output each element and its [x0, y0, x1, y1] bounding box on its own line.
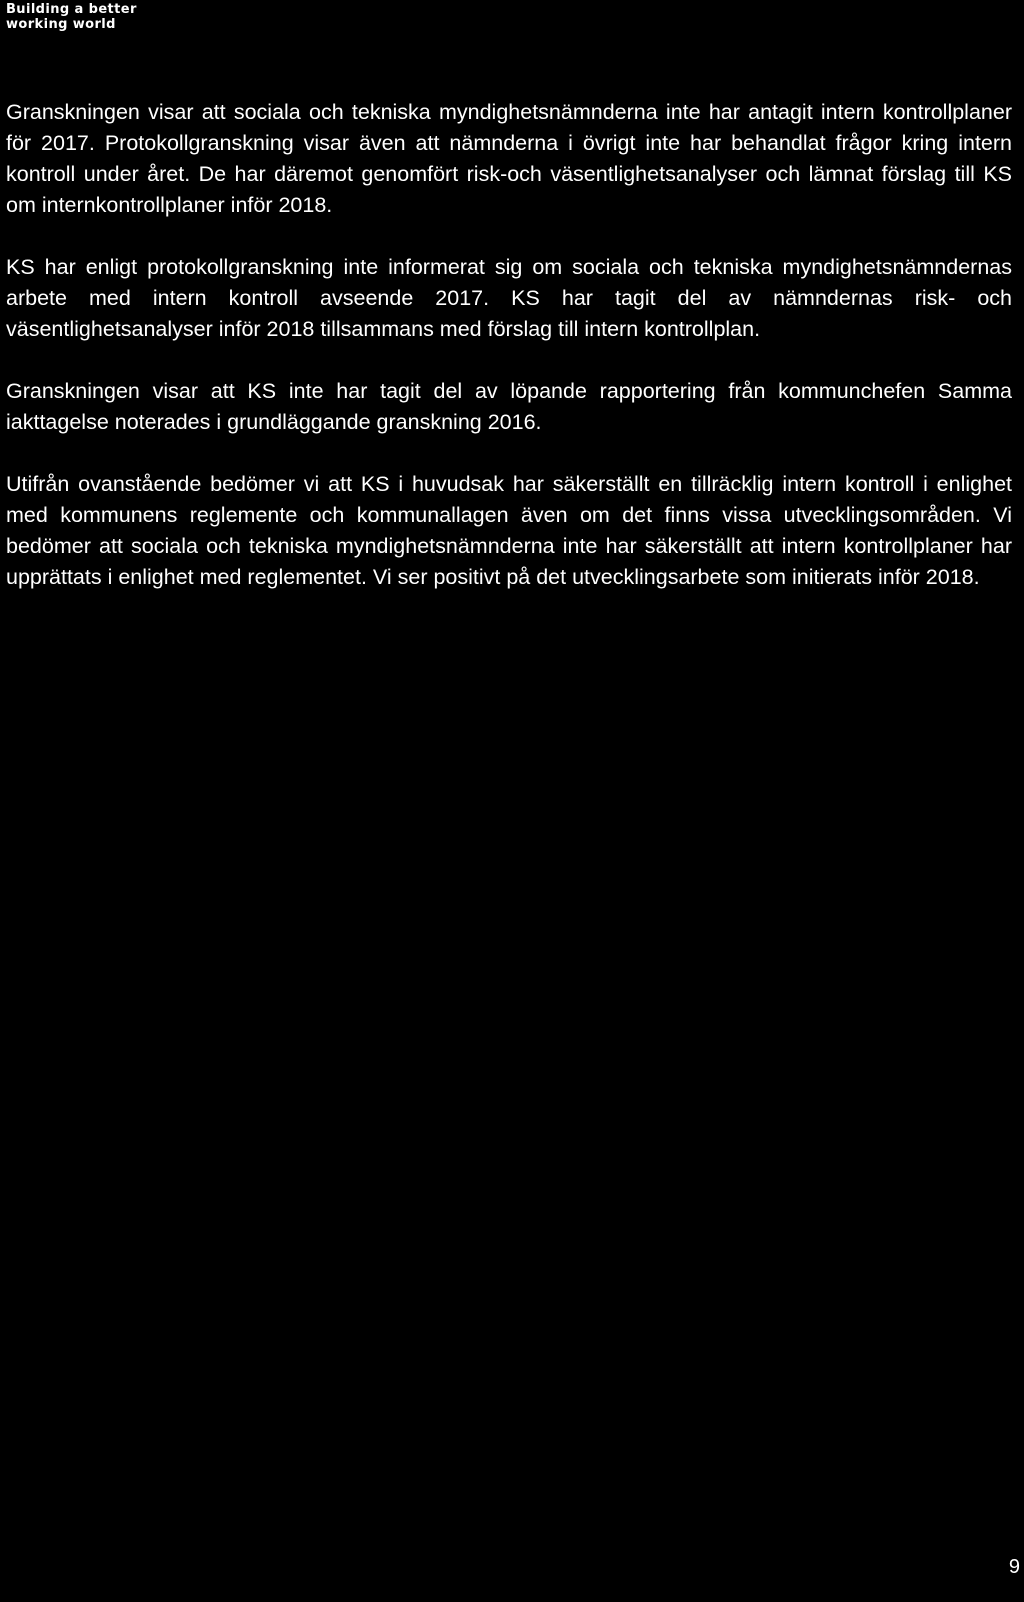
- paragraph-4: Utifrån ovanstående bedömer vi att KS i huvudsak har säkerställt en tillräcklig intern kontroll i enlighet med kommunens reglemente och kommunallagen även om det finns vissa utvecklingsområden. Vi bedömer att sociala och tekniska myndighetsnämnderna inte har säkerställt att intern kontrollplaner har upprättats i enlighet med reglementet. Vi ser positivt på det utvecklingsarbete som initierats inför 2018.: [6, 472, 1012, 589]
- document-body: [6, 97, 1012, 593]
- logo: [6, 2, 137, 32]
- paragraph-1: Granskningen visar att sociala och tekniska myndighetsnämnderna inte har antagit intern kontrollplaner för 2017. Protokollgranskning visar även att nämnderna i övrigt inte har behandlat frågor kring intern kontroll under året. De har däremot genomfört risk-och väsentlighetsanalyser och lämnat förslag till KS om internkontrollplaner inför 2018.: [6, 100, 1012, 217]
- page-number: 9: [1008, 1556, 1020, 1578]
- logo-line-2: working world: [6, 17, 116, 32]
- logo-line-1: Building a better: [6, 2, 137, 17]
- paragraph-3: Granskningen visar att KS inte har tagit del av löpande rapportering från kommunchefen Samma iakttagelse noterades i grundläggande granskning 2016.: [6, 379, 1012, 434]
- paragraph-2: KS har enligt protokollgranskning inte informerat sig om sociala och tekniska myndighetsnämndernas arbete med intern kontroll avseende 2017. KS har tagit del av nämndernas risk- och väsentlighetsanalyser inför 2018 tillsammans med förslag till intern kontrollplan.: [6, 255, 1012, 341]
